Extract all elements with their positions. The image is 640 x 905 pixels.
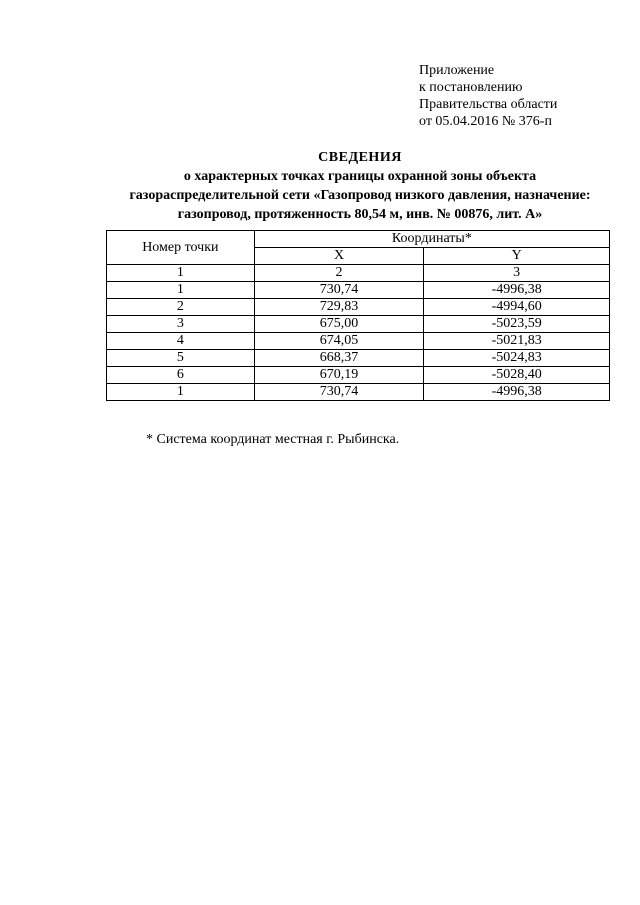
x-cell: 674,05 bbox=[254, 333, 424, 350]
point-cell: 4 bbox=[107, 333, 255, 350]
appendix-line: Правительства области bbox=[419, 97, 558, 112]
x-cell: 668,37 bbox=[254, 350, 424, 367]
document-title-block bbox=[60, 148, 640, 224]
y-cell: -5021,83 bbox=[424, 333, 610, 350]
index-cell: 2 bbox=[254, 265, 424, 282]
point-cell: 2 bbox=[107, 299, 255, 316]
y-cell: -5023,59 bbox=[424, 316, 610, 333]
y-cell: -4994,60 bbox=[424, 299, 610, 316]
table-header-row bbox=[107, 231, 610, 248]
index-cell: 1 bbox=[107, 265, 255, 282]
index-cell: 3 bbox=[424, 265, 610, 282]
x-cell: 730,74 bbox=[254, 282, 424, 299]
y-cell: -5024,83 bbox=[424, 350, 610, 367]
table-row bbox=[107, 316, 610, 333]
header-y: Y bbox=[424, 248, 610, 265]
x-cell: 670,19 bbox=[254, 367, 424, 384]
header-x: X bbox=[254, 248, 424, 265]
appendix-block bbox=[419, 62, 557, 130]
point-cell: 6 bbox=[107, 367, 255, 384]
x-cell: 729,83 bbox=[254, 299, 424, 316]
document-subtitle-line: газораспределительной сети «Газопровод низкого давления, назначение: bbox=[129, 188, 591, 203]
document-title: СВЕДЕНИЯ bbox=[318, 150, 402, 165]
table-row bbox=[107, 384, 610, 401]
point-cell: 5 bbox=[107, 350, 255, 367]
table-row bbox=[107, 333, 610, 350]
y-cell: -4996,38 bbox=[424, 384, 610, 401]
x-cell: 730,74 bbox=[254, 384, 424, 401]
coordinate-system-footnote: * Система координат местная г. Рыбинска. bbox=[146, 432, 400, 447]
table-index-row bbox=[107, 265, 610, 282]
table-row bbox=[107, 367, 610, 384]
point-cell: 1 bbox=[107, 384, 255, 401]
appendix-line: Приложение bbox=[419, 63, 495, 78]
header-point-number: Номер точки bbox=[107, 231, 255, 265]
coordinates-table bbox=[106, 230, 610, 401]
point-cell: 3 bbox=[107, 316, 255, 333]
document-subtitle-line: газопровод, протяженность 80,54 м, инв. № 00876, лит. А» bbox=[177, 207, 543, 222]
header-coordinates: Координаты* bbox=[254, 231, 609, 248]
document-subtitle-line: о характерных точках границы охранной зоны объекта bbox=[183, 169, 537, 184]
x-cell: 675,00 bbox=[254, 316, 424, 333]
table-row bbox=[107, 350, 610, 367]
table-row bbox=[107, 282, 610, 299]
appendix-date-line: от 05.04.2016 № 376-п bbox=[419, 114, 552, 129]
point-cell: 1 bbox=[107, 282, 255, 299]
table-row bbox=[107, 299, 610, 316]
y-cell: -4996,38 bbox=[424, 282, 610, 299]
y-cell: -5028,40 bbox=[424, 367, 610, 384]
appendix-line: к постановлению bbox=[419, 80, 523, 95]
